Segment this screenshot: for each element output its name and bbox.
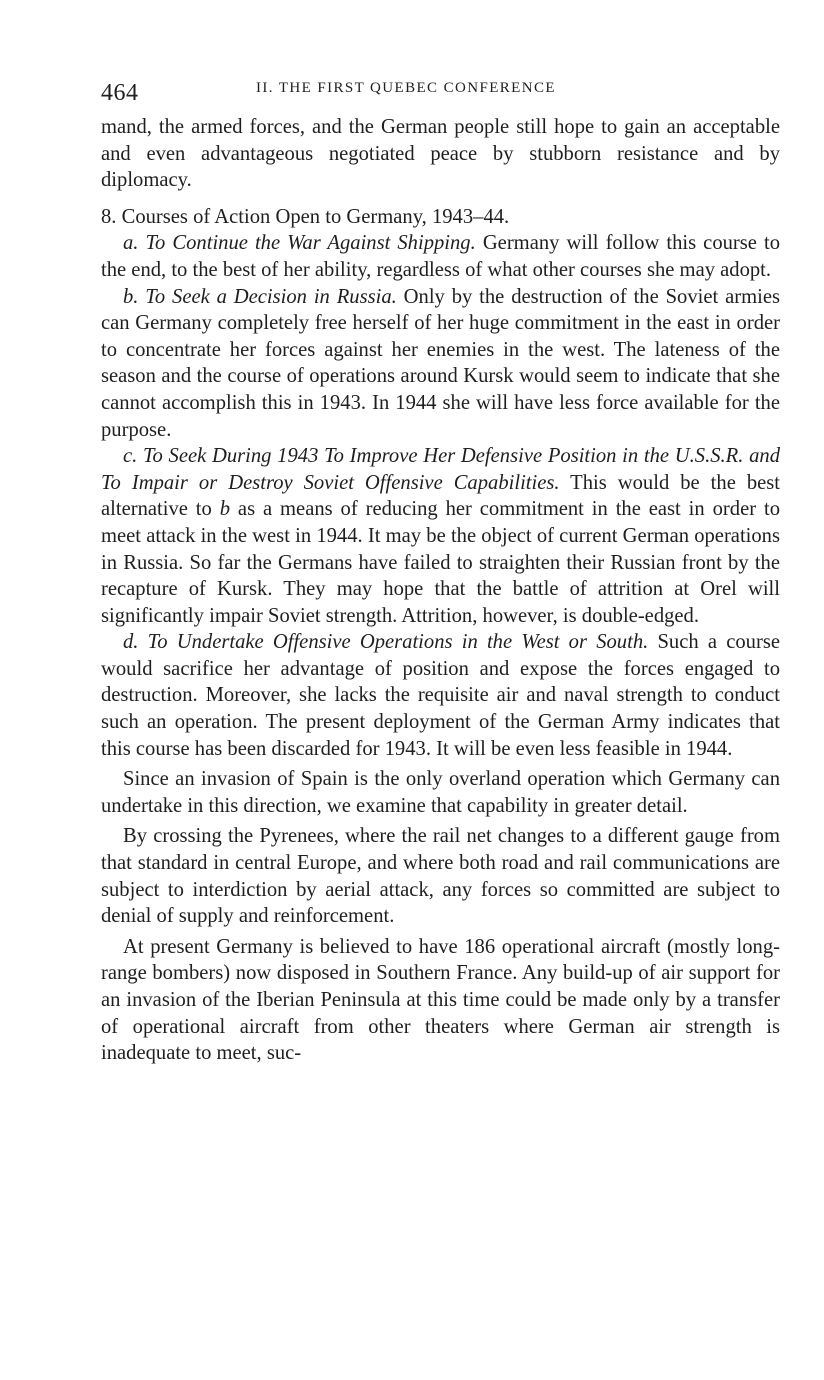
subheading-course-c: c. To Seek During 1943 To Improve Her Defensive Position in the U.S.S.R. and To Impair or Destroy Soviet Offensive Capabilities. [101, 445, 780, 494]
body-text [101, 114, 780, 1067]
subheading-course-b: b. To Seek a Decision in Russia. [123, 285, 397, 308]
page-number: 464 [101, 80, 139, 106]
running-head: II. THE FIRST QUEBEC CONFERENCE [256, 80, 556, 96]
paragraph-course-a-text: Germany will follow this course to the end, to the best of her ability, regardless of what other courses she may adopt. [101, 232, 780, 281]
paragraph-course-d [101, 629, 780, 762]
paragraph-course-a [101, 230, 780, 283]
paragraph-course-b [101, 284, 780, 444]
document-page [101, 74, 780, 1067]
subheading-course-d: d. To Undertake Offensive Operations in the West or South. [123, 631, 649, 654]
section-heading: 8. Courses of Action Open to Germany, 1943–44. [101, 205, 510, 228]
paragraph-course-d-text: Such a course would sacrifice her advantage of position and expose the forces engaged to destruction. Moreover, she lacks the requisite air and naval strength to conduct such an operation. The present deployment of the German Army indicates that this course has been discarded for 1943. It will be even less feasible in 1944. [101, 631, 780, 760]
paragraph-course-c-text-a: This would be the best alternative to [101, 471, 780, 521]
subheading-course-a: a. To Continue the War Against Shipping. [123, 232, 476, 255]
paragraph-spain: Since an invasion of Spain is the only overland operation which Germany can undertake in this direction, we examine that capability in greater detail. [101, 768, 780, 817]
paragraph-pyrenees: By crossing the Pyrenees, where the rail net changes to a different gauge from that standard in central Europe, and where both road and rail communications are subject to interdiction by aerial attack, any forces so committed are subject to denial of supply and reinforcement. [101, 825, 780, 928]
page-header [101, 74, 780, 114]
paragraph-aircraft: At present Germany is believed to have 186 operational aircraft (mostly long-range bombers) now disposed in Southern France. Any build-up of air support for an invasion of the Iberian Peninsula at this time could be made only by a transfer of operational aircraft from other theaters where German air strength is inadequate to meet, suc- [101, 935, 780, 1065]
reference-b: b [219, 498, 231, 521]
paragraph-continuation: mand, the armed forces, and the German people still hope to gain an acceptable and even advantageous negotiated peace by stubborn resistance and by diplomacy. [101, 116, 780, 192]
paragraph-course-c [101, 443, 780, 629]
paragraph-course-c-text-b: as a means of reducing her commitment in the east in order to meet attack in the west in 1944. It may be the object of current German operations in Russia. So far the Germans have failed to straighten their Russian front by the recapture of Kursk. They may hope that the battle of attrition at Orel will significantly impair Soviet strength. Attrition, however, is double-edged. [101, 498, 780, 627]
paragraph-course-b-text: Only by the destruction of the Soviet armies can Germany completely free herself of her huge commitment in the east in order to concentrate her forces against her enemies in the west. The lateness of the season and the course of operations around Kursk would seem to indicate that she cannot accomplish this in 1943. In 1944 she will have less force available for the purpose. [101, 285, 780, 441]
